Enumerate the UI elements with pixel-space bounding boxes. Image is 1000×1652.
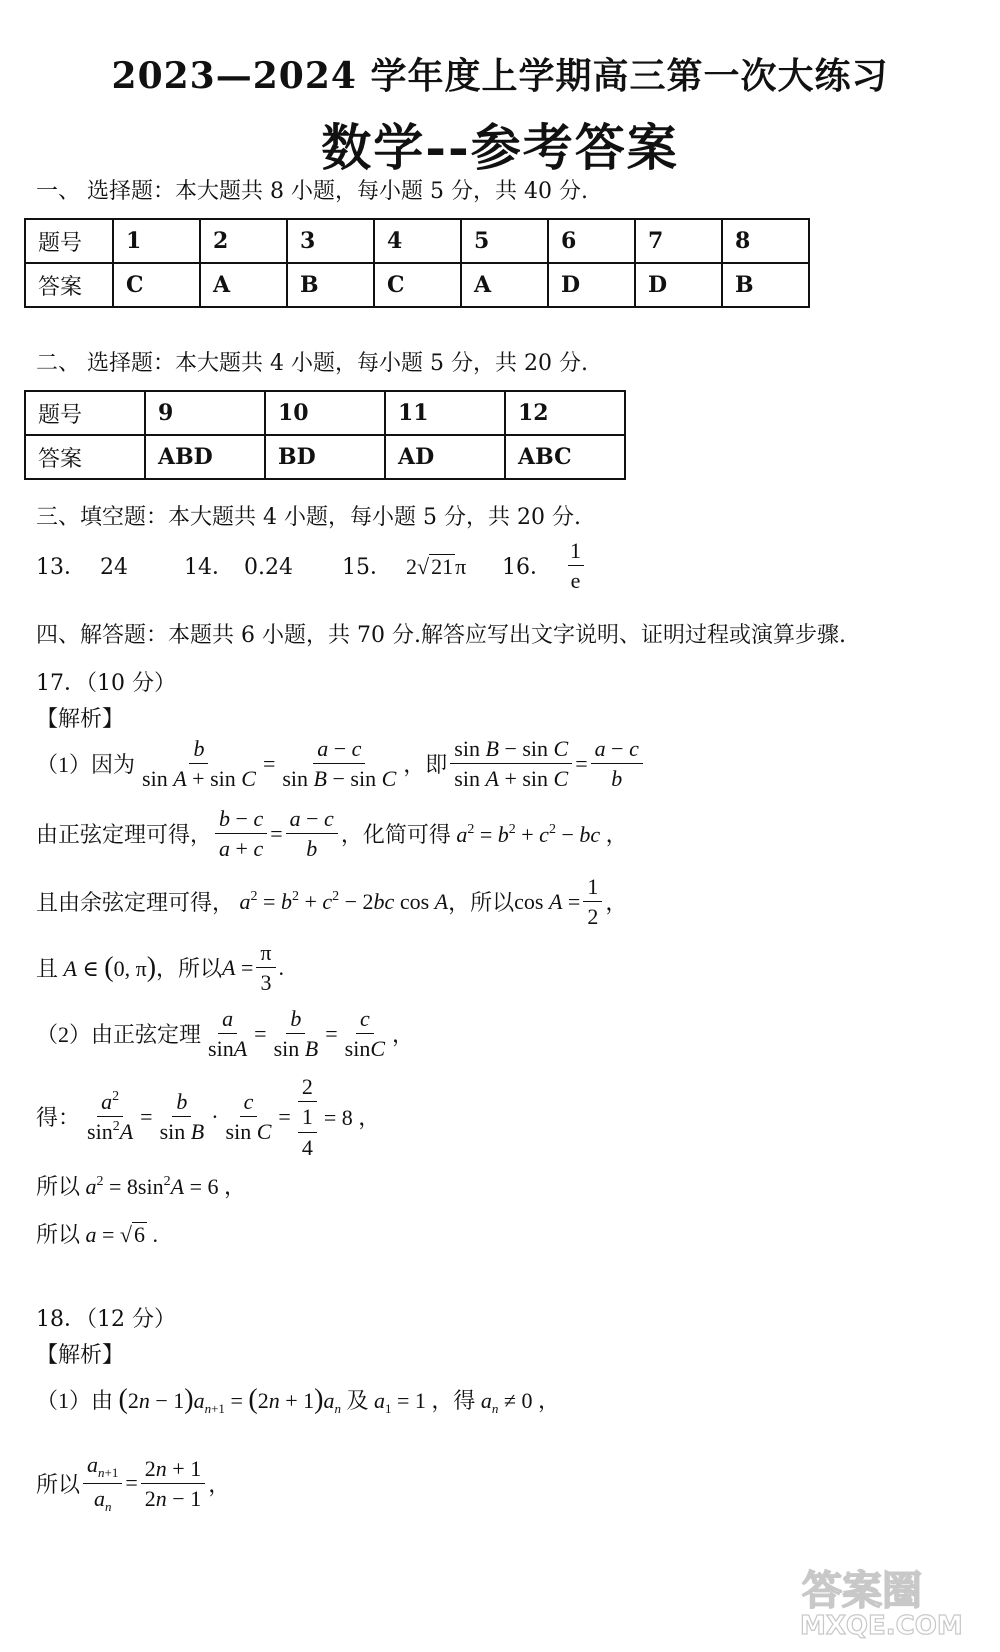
q17-title: 17．（10 分） <box>36 671 176 696</box>
item-answer: $\frac{1}{e}$ <box>566 538 585 594</box>
q18-line-1: （1）由 $(2n - 1)a_{n+1} = (2n + 1)a_n$ 及 $a_1 = 1$ ，得 $a_n \ne 0$ ， <box>36 1384 560 1416</box>
section1-heading: 一、 选择题：本大题共 8 小题，每小题 5 分，共 40 分. <box>36 179 588 204</box>
text: ，所以 <box>448 890 515 916</box>
item-number: 15． <box>342 555 392 580</box>
table-cell: BD <box>265 435 385 479</box>
item-answer: 24 <box>100 555 128 580</box>
table-cell: ABC <box>505 435 625 479</box>
q18-line-2: 所以 $\frac{a_{n+1}}{a_n}$ = $\frac{2n + 1}{2n - 1}$ ， <box>36 1452 231 1514</box>
q18-title: 18．（12 分） <box>36 1307 176 1332</box>
section2-answer-table <box>24 390 626 480</box>
table-cell: 9 <box>145 391 265 435</box>
q17-line-1: （1）因为 $\frac{b}{\text{sin A + sin C}}$ = $\frac{a - c}{\text{sin B − sin C}}$ ，即 $\frac{\text{sin B − sin C}}{\text{sin A + sin C}}$ = $\frac{a - c}{b}$ <box>36 736 646 792</box>
table-cell: C <box>113 263 200 307</box>
table-cell: ABD <box>145 435 265 479</box>
table-cell: A <box>461 263 548 307</box>
table-cell: A <box>200 263 287 307</box>
watermark-url: MXQE.COM <box>800 1611 963 1640</box>
table-cell: 6 <box>548 219 635 263</box>
text: ，化简可得 <box>340 822 451 848</box>
item-answer: 0.24 <box>244 555 293 580</box>
table-row <box>25 435 625 479</box>
row-label: 题号 <box>25 391 145 435</box>
watermark-text: 答案圈 <box>802 1568 922 1614</box>
table-cell: 5 <box>461 219 548 263</box>
table-row <box>25 391 625 435</box>
q18-analysis-label: 【解析】 <box>36 1343 125 1368</box>
text: 得： <box>36 1105 81 1131</box>
text: 及 <box>346 1388 369 1413</box>
table-cell: C <box>374 263 461 307</box>
q17-line-5: （2）由正弦定理 $\frac{a}{\sin A}$ = $\frac{b}{\text{sin B}}$ = $\frac{c}{\sin C}$ ， <box>36 1006 415 1062</box>
text: 由正弦定理可得， <box>36 822 213 848</box>
row-label: 答案 <box>25 263 113 307</box>
table-cell: D <box>635 263 722 307</box>
document-title: 2023—2024 学年度上学期高三第一次大练习 <box>111 55 889 97</box>
section2-heading: 二、 选择题：本大题共 4 小题，每小题 5 分，共 20 分. <box>36 351 588 376</box>
table-cell: 1 <box>113 219 200 263</box>
text: 且 <box>36 956 59 982</box>
section3-heading: 三、填空题：本大题共 4 小题，每小题 5 分，共 20 分. <box>36 505 581 530</box>
table-cell: B <box>722 263 809 307</box>
fill-item-15 <box>342 550 466 581</box>
text: ，即 <box>403 752 448 778</box>
table-cell: 3 <box>287 219 374 263</box>
q17-line-8: 所以 a = √6 . <box>36 1222 158 1247</box>
fill-item-14 <box>184 550 293 581</box>
table-cell: D <box>548 263 635 307</box>
item-number: 16． <box>502 555 552 581</box>
item-number: 14． <box>184 555 234 580</box>
table-cell: AD <box>385 435 505 479</box>
fill-item-13 <box>36 550 128 581</box>
text: （1）因为 <box>36 752 136 778</box>
table-cell: 7 <box>635 219 722 263</box>
q17-line-6: 得： $\frac{a^2}{\sin^2A}$ = $\frac{b}{\text{sin B}}$ · $\frac{c}{\text{sin C}}$ = $\frac{2}{\frac{1}{4}}$ = 8 ， <box>36 1074 381 1160</box>
fill-item-16 <box>502 538 588 594</box>
q17-line-3: 且由余弦定理可得， $a^2 = b^2 + c^2 - 2bc$ cos A ，所以 cos A = $\frac{1}{2}$ ， <box>36 874 628 930</box>
text: 所以 <box>36 1174 81 1199</box>
document-subtitle: 数学--参考答案 <box>321 118 679 177</box>
table-cell: 8 <box>722 219 809 263</box>
row-label: 题号 <box>25 219 113 263</box>
section4-heading: 四、解答题：本题共 6 小题，共 70 分.解答应写出文字说明、证明过程或演算步骤. <box>36 623 846 648</box>
text: ，所以 <box>156 956 223 982</box>
q17-analysis-label: 【解析】 <box>36 707 125 732</box>
text: （1）由 <box>36 1388 114 1413</box>
table-row <box>25 263 809 307</box>
table-cell: 2 <box>200 219 287 263</box>
text: 所以 <box>36 1471 81 1497</box>
text: 所以 <box>36 1222 81 1247</box>
q17-line-7: 所以 $a^2 = 8\sin^2A = 6$ ， <box>36 1174 246 1199</box>
q17-line-4: 且 A ∈ (0, π) ，所以 A = $\frac{\pi}{3}$ . <box>36 940 285 996</box>
q17-line-2: 由正弦定理可得， $\frac{b - c}{a + c}$ = $\frac{a - c}{b}$ ，化简可得 $a^2 = b^2 + c^2$ − bc ， <box>36 806 628 862</box>
table-cell: 4 <box>374 219 461 263</box>
text: 且由余弦定理可得， <box>36 890 235 916</box>
item-answer: 2√21π <box>406 554 467 579</box>
item-number: 13． <box>36 555 86 580</box>
table-cell: 11 <box>385 391 505 435</box>
table-cell: B <box>287 263 374 307</box>
watermark-logo <box>792 1560 982 1640</box>
section1-answer-table <box>24 218 810 308</box>
table-cell: 12 <box>505 391 625 435</box>
text: ，得 <box>431 1388 476 1413</box>
text: （2）由正弦定理 <box>36 1022 202 1048</box>
table-cell: 10 <box>265 391 385 435</box>
row-label: 答案 <box>25 435 145 479</box>
table-row <box>25 219 809 263</box>
